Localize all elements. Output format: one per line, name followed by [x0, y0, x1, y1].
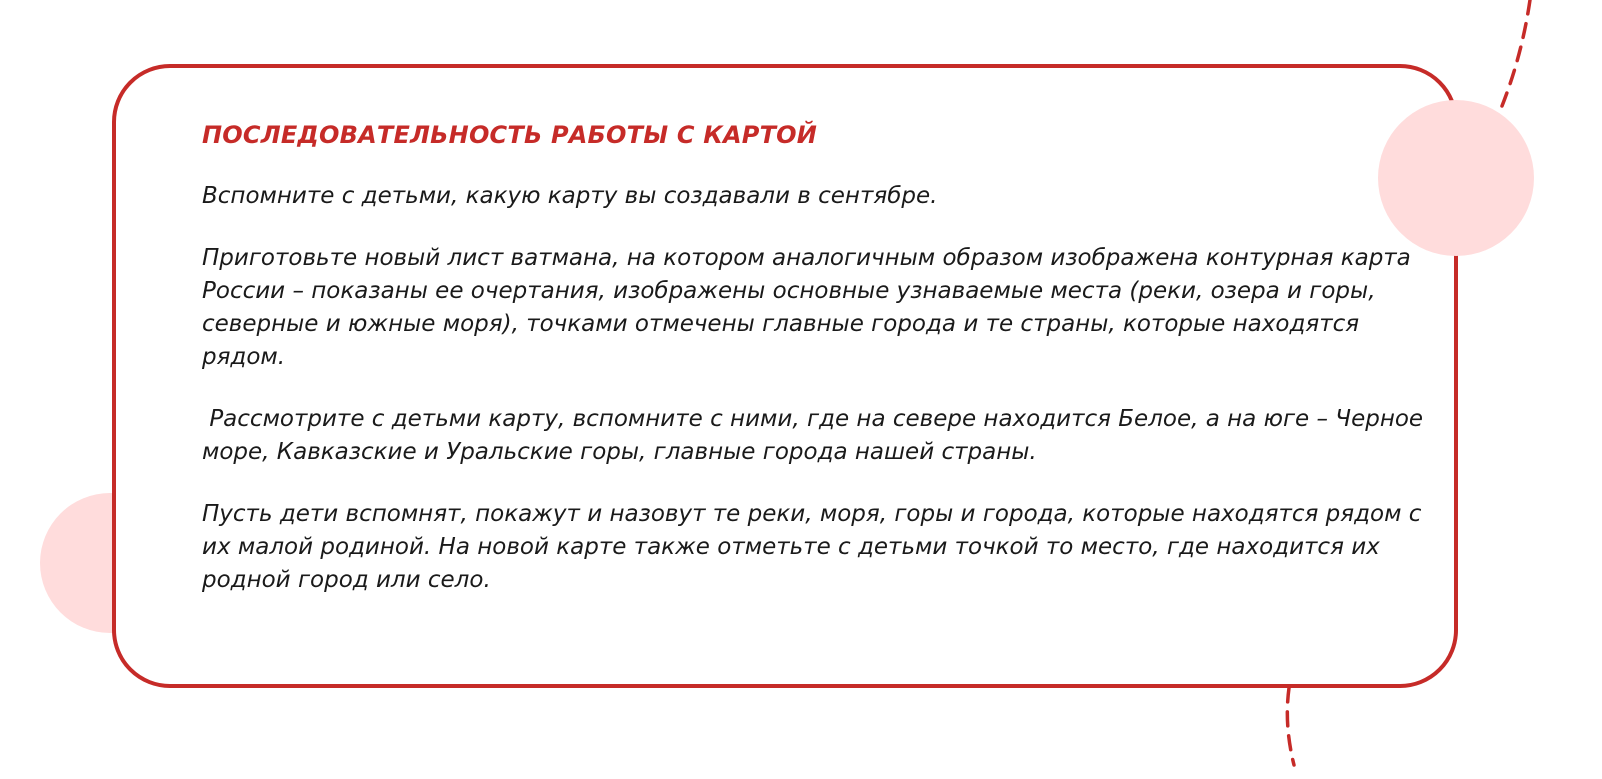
- card-content: [202, 116, 1442, 626]
- dashed-line-top-right: [1502, 0, 1530, 106]
- paragraph-home-region: Пусть дети вспомнят, покажут и назовут те реки, моря, горы и города, которые находятся рядом с их малой родиной. На новой карте также отметьте с детьми точкой то место, где находится их родной город или село.: [202, 501, 1429, 593]
- dashed-line-bottom: [1287, 688, 1294, 765]
- paragraph-examine-map: Рассмотрите с детьми карту, вспомните с ними, где на севере находится Белое, а на юге – Черное море, Кавказские и Уральские горы, главные города нашей страны.: [202, 406, 1431, 465]
- paragraph-prepare-sheet: Приготовьте новый лист ватмана, на котором аналогичным образом изображена контурная карта России – показаны ее очертания, изображены основные узнаваемые места (реки, озера и горы, северные и южные моря), точками отмечены главные города и те страны, которые находятся рядом.: [202, 245, 1419, 370]
- paragraph-recall-map: Вспомните с детьми, какую карту вы создавали в сентябре.: [202, 183, 938, 209]
- section-heading: ПОСЛЕДОВАТЕЛЬНОСТЬ РАБОТЫ С КАРТОЙ: [202, 121, 818, 149]
